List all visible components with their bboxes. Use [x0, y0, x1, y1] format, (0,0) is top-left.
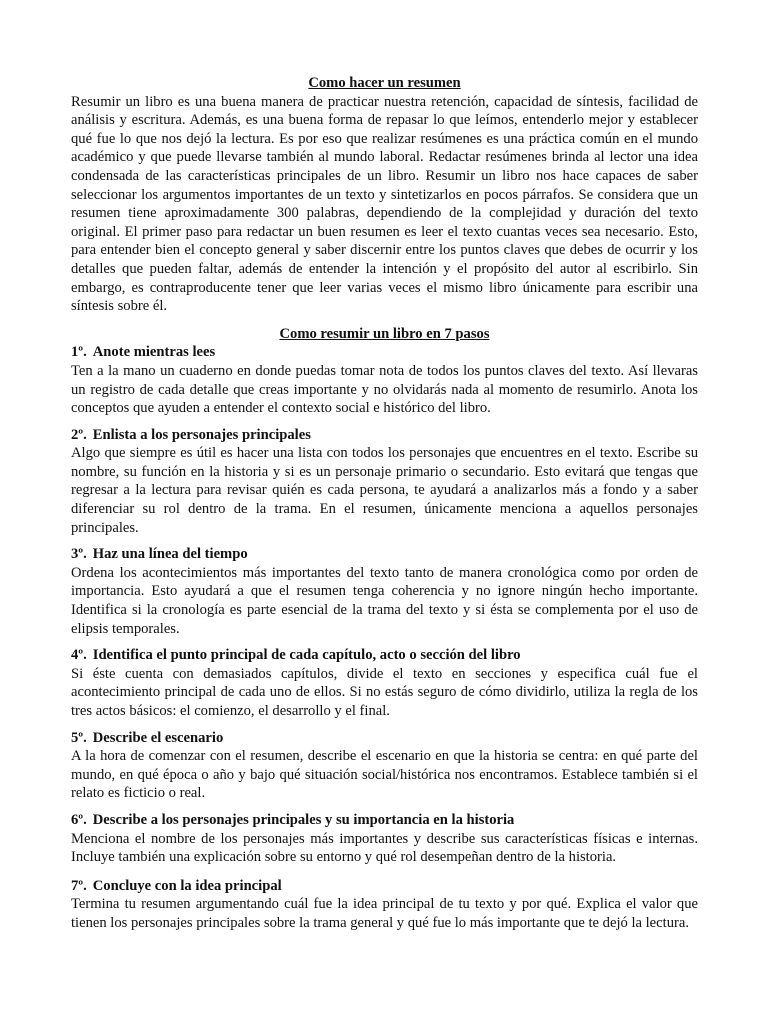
step-title: Concluye con la idea principal	[92, 877, 282, 894]
step-4	[71, 646, 698, 720]
step-number: 4º.	[71, 647, 87, 664]
step-number: 7º.	[71, 877, 87, 894]
step-1	[71, 343, 698, 417]
step-heading	[71, 877, 698, 896]
step-body: Si éste cuenta con demasiados capítulos, divide el texto en secciones y especifica cuál fue el acontecimiento principal de cada uno de ellos. Si no estás seguro de cómo dividirlo, utiliza la regla de los tres actos básicos: el comienzo, el desarrollo y el final.	[71, 665, 698, 719]
step-2	[71, 426, 698, 538]
step-body: Ordena los acontecimientos más importantes del texto tanto de manera cronológica como por orden de importancia. Esto ayudará a que el resumen tenga coherencia y no ignore ningún hecho importante. Identifica si la cronología es parte esencial de la trama del texto y si ésta se complementa por el uso de elipsis temporales.	[71, 564, 698, 637]
step-title: Haz una línea del tiempo	[92, 546, 248, 563]
step-title: Identifica el punto principal de cada capítulo, acto o sección del libro	[92, 647, 521, 664]
step-body: Ten a la mano un cuaderno en donde puedas tomar nota de todos los puntos claves del texto. Así llevaras un registro de cada detalle que creas importante y no olvidarás nada al momento de resumirlo. Anota los conceptos que ayuden a entender el contexto social e histórico del libro.	[71, 362, 698, 417]
step-body: Menciona el nombre de los personajes más importantes y describe sus características físicas e internas. Incluye también una explicación sobre su entorno y qué rol desempeñan dentro de la historia.	[71, 830, 698, 866]
step-title: Describe a los personajes principales y su importancia en la historia	[92, 811, 515, 828]
step-title: Anote mientras lees	[92, 344, 216, 361]
step-heading	[71, 426, 698, 445]
step-body: Algo que siempre es útil es hacer una lista con todos los personajes que encuentres en el texto. Escribe su nombre, su función en la historia y si es un personaje primario o secundario. Esto evitará que tengas que regresar a la lectura para revisar quién es cada persona, te ayudará a analizarlos más a fondo y a saber diferenciar su rol dentro de la trama. En el resumen, únicamente menciona a aquellos personajes principales.	[71, 445, 698, 536]
step-5	[71, 729, 698, 803]
step-title: Describe el escenario	[92, 729, 224, 746]
step-heading	[71, 646, 698, 665]
step-number: 2º.	[71, 426, 87, 443]
step-heading	[71, 811, 698, 830]
step-7	[71, 877, 698, 933]
step-number: 3º.	[71, 546, 87, 563]
step-6	[71, 811, 698, 867]
step-body: A la hora de comenzar con el resumen, describe el escenario en que la historia se centra: en qué parte del mundo, en qué época o año y bajo qué situación social/histórica nos encontramos. Establece también si el relato es ficticio o real.	[71, 748, 698, 802]
step-number: 5º.	[71, 729, 87, 746]
document-title: Como hacer un resumen	[308, 75, 461, 91]
step-heading	[71, 545, 698, 564]
step-body: Termina tu resumen argumentando cuál fue la idea principal de tu texto y por qué. Explica el valor que tienen los personajes principales sobre la trama general y qué fue lo más importante que te dejó la lectura.	[71, 896, 698, 931]
intro-paragraph: Resumir un libro es una buena manera de practicar nuestra retención, capacidad de síntesis, facilidad de análisis y escritura. Además, es una buena forma de repasar lo que leímos, entenderlo mejor y establecer qué fue lo que nos dejó la lectura. Es por eso que realizar resúmenes es una práctica común en el mundo académico y que puede llevarse también al mundo laboral. Redactar resúmenes brinda al lector una idea condensada de las características principales de un libro. Resumir un libro nos hace capaces de saber seleccionar los argumentos importantes de un texto y sintetizarlos en pocos párrafos. Se considera que un resumen tiene aproximadamente 300 palabras, dependiendo de la complejidad y duración del texto original. El primer paso para redactar un buen resumen es leer el texto cuantas veces sea necesario. Esto, para entender bien el concepto general y saber discernir entre los puntos claves que debes de ocurrir y los detalles que pueden faltar, además de entender la intención y el propósito del autor al escribirlo. Sin embargo, es contraproducente tener que leer varias veces el mismo libro únicamente para escribir una síntesis sobre él.	[71, 93, 698, 315]
step-3	[71, 545, 698, 638]
document-page	[71, 74, 698, 933]
step-heading	[71, 729, 698, 748]
steps-subtitle: Como resumir un libro en 7 pasos	[279, 325, 490, 342]
step-heading	[71, 343, 698, 362]
step-title: Enlista a los personajes principales	[92, 426, 311, 443]
step-number: 6º.	[71, 811, 87, 828]
step-number: 1º.	[71, 344, 87, 361]
